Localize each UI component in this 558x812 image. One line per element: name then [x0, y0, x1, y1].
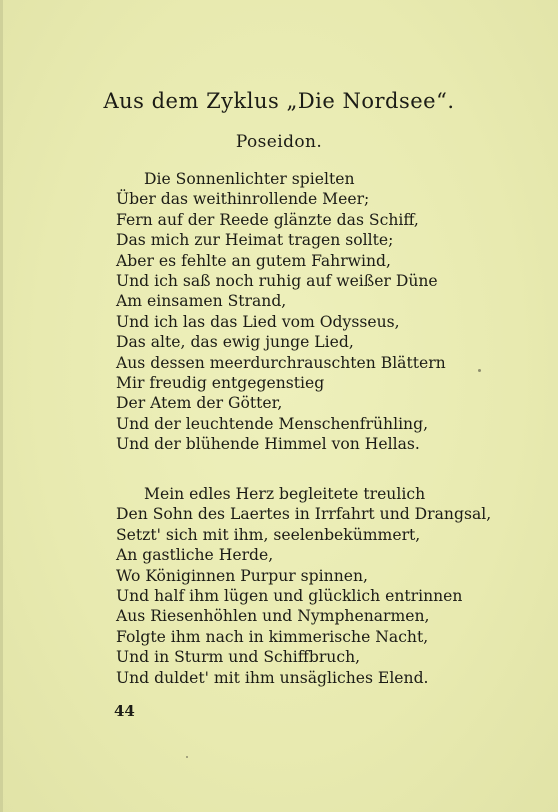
- stanza-1: [116, 169, 536, 454]
- poem-line: Und in Sturm und Schiffbruch,: [116, 648, 361, 667]
- poem-line: Aber es fehlte an gutem Fahrwind,: [116, 251, 391, 270]
- poem-line: Das alte, das ewig junge Lied,: [116, 333, 354, 352]
- poem-line: Am einsamen Strand,: [116, 292, 287, 311]
- poem-line: Und half ihm lügen und glücklich entrinnen: [116, 586, 463, 605]
- paper-speck: [478, 369, 481, 372]
- page-edge: [0, 0, 3, 812]
- poem-line: Wo Königinnen Purpur spinnen,: [116, 566, 368, 585]
- stanza-2: [116, 484, 536, 688]
- poem-line: Folgte ihm nach in kimmerische Nacht,: [116, 627, 429, 646]
- page-number: 44: [114, 702, 135, 720]
- poem-line: Mir freudig entgegenstieg: [116, 373, 325, 392]
- poem-title: Poseidon.: [235, 132, 323, 152]
- poem-line: Aus dessen meerdurchrauschten Blättern: [116, 353, 446, 372]
- poem-line: Den Sohn des Laertes in Irrfahrt und Drangsal,: [116, 505, 492, 524]
- poem-line: Und ich saß noch ruhig auf weißer Düne: [116, 271, 438, 290]
- poem-line: Und der leuchtende Menschenfrühling,: [116, 414, 429, 433]
- poem-line: Das mich zur Heimat tragen sollte;: [116, 231, 394, 250]
- poem-line: Die Sonnenlichter spielten: [144, 170, 355, 188]
- poem-line: Über das weithinrollende Meer;: [116, 190, 370, 209]
- poem-line: Der Atem der Götter,: [116, 394, 283, 413]
- poem-line: Und ich las das Lied vom Odysseus,: [116, 312, 400, 331]
- poem-line: Setzt' sich mit ihm, seelenbekümmert,: [116, 525, 421, 544]
- poem-line: An gastliche Herde,: [116, 546, 274, 565]
- poem-line: Fern auf der Reede glänzte das Schiff,: [116, 210, 419, 229]
- paper-speck: [186, 756, 188, 758]
- poem-line: Mein edles Herz begleitete treulich: [144, 485, 426, 503]
- poem-line: Aus Riesenhöhlen und Nymphenarmen,: [116, 607, 430, 626]
- poem-line: Und der blühende Himmel von Hellas.: [116, 435, 420, 454]
- poem-line: Und duldet' mit ihm unsägliches Elend.: [116, 668, 429, 687]
- chapter-title: Aus dem Zyklus „Die Nordsee“.: [103, 89, 455, 113]
